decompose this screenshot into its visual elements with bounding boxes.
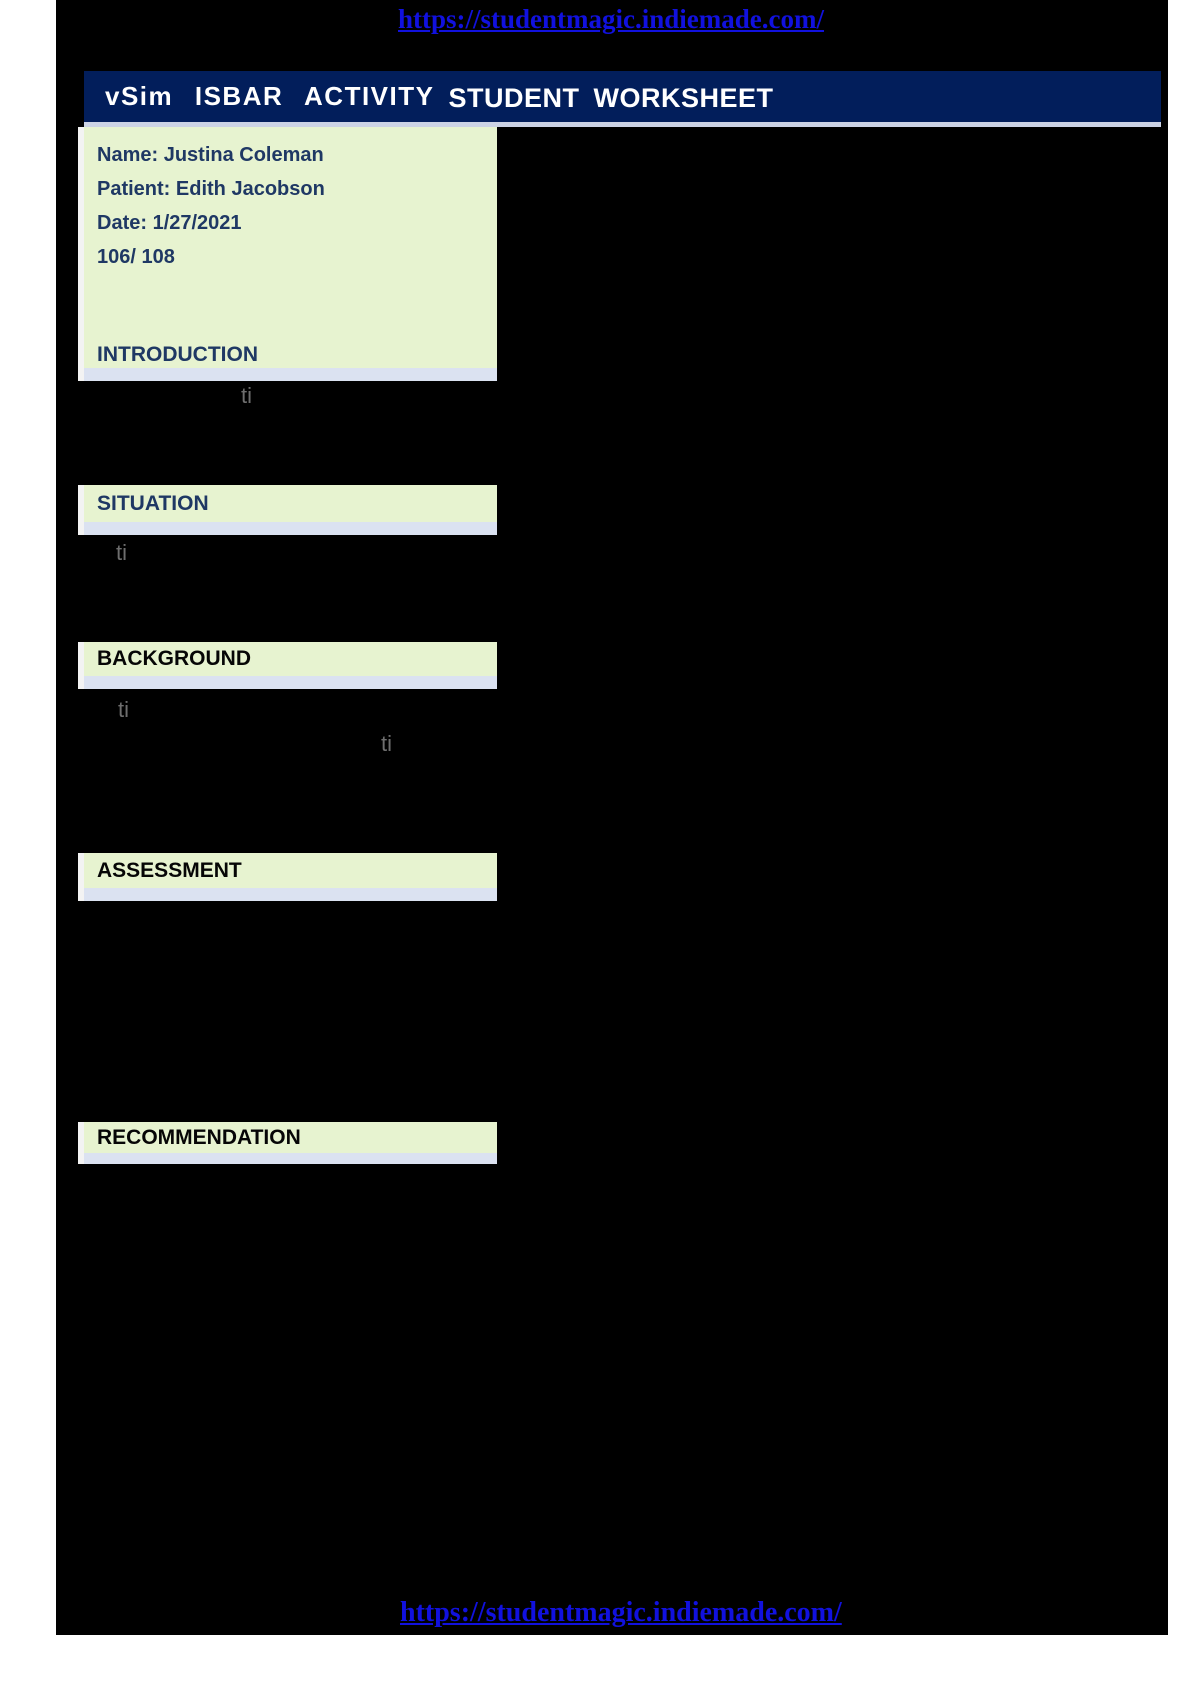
header-brand-activity: vSim ISBAR ACTIVITY <box>105 81 435 111</box>
section-bar-situation <box>78 485 497 522</box>
student-info-box <box>78 127 497 368</box>
score-value: 106/ 108 <box>97 246 175 268</box>
student-info-lines <box>84 127 497 274</box>
stray-text-mark-situation: ti <box>116 540 127 565</box>
bottom-hyperlink[interactable]: https://studentmagic.indiemade.com/ <box>400 1597 842 1628</box>
situation-divider <box>78 522 497 535</box>
patient-name: Patient: Edith Jacobson <box>97 178 325 200</box>
section-bar-recommendation <box>78 1122 497 1153</box>
assessment-divider <box>78 888 497 901</box>
stray-text-mark-background-2: ti <box>381 731 392 756</box>
section-bar-assessment <box>78 853 497 888</box>
section-header-situation: SITUATION <box>97 492 209 515</box>
worksheet-header-bar <box>84 71 1161 122</box>
background-divider <box>78 676 497 689</box>
section-header-assessment: ASSESSMENT <box>97 859 242 882</box>
student-name: Name: Justina Coleman <box>97 144 324 166</box>
section-header-introduction: INTRODUCTION <box>97 343 258 366</box>
top-hyperlink[interactable]: https://studentmagic.indiemade.com/ <box>398 4 825 34</box>
stray-text-mark-introduction: ti <box>241 383 252 408</box>
section-bar-background <box>78 642 497 676</box>
recommendation-divider <box>78 1153 497 1164</box>
introduction-divider <box>78 368 497 381</box>
header-worksheet-title: STUDENT WORKSHEET <box>448 83 774 113</box>
section-header-recommendation: RECOMMENDATION <box>97 1126 301 1149</box>
stray-text-mark-background-1: ti <box>118 697 129 722</box>
section-header-background: BACKGROUND <box>97 647 251 670</box>
worksheet-date: Date: 1/27/2021 <box>97 212 242 234</box>
